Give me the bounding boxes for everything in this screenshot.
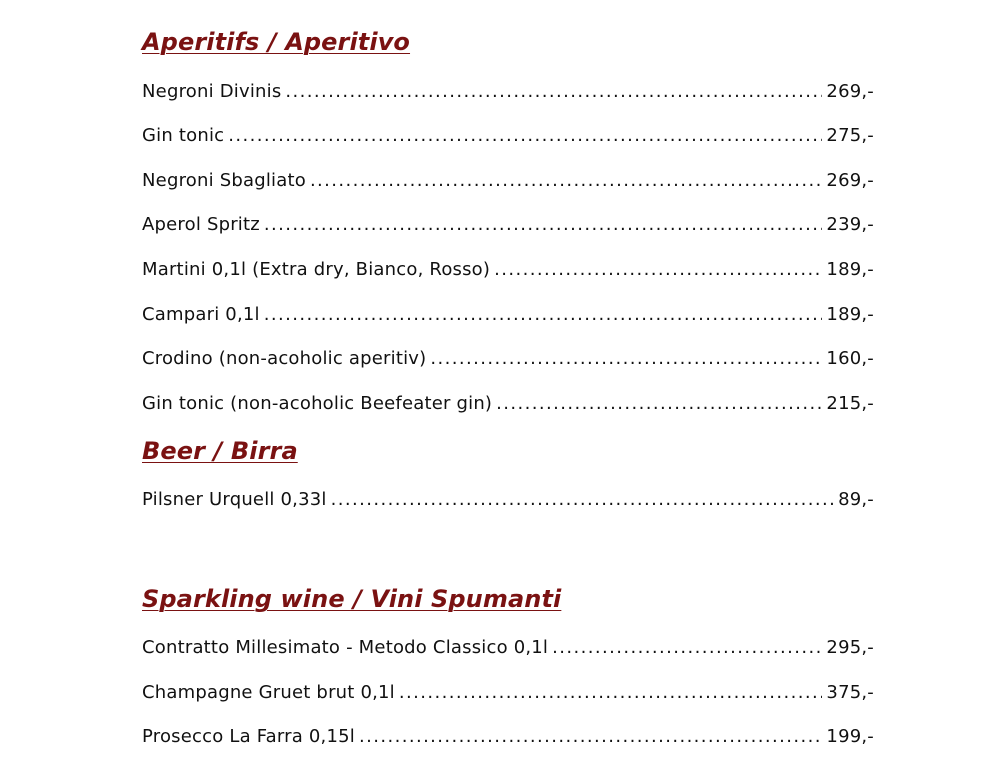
- item-price: 239,-: [826, 214, 874, 235]
- menu-item: [142, 725, 874, 749]
- item-name: Campari 0,1l: [142, 304, 260, 325]
- item-name: Negroni Sbagliato: [142, 170, 306, 191]
- menu-item: [142, 488, 874, 512]
- item-price: 160,-: [826, 348, 874, 369]
- item-price: 215,-: [826, 393, 874, 414]
- item-name: Crodino (non-acoholic aperitiv): [142, 348, 427, 369]
- dot-leader: [264, 213, 823, 237]
- menu-item: [142, 636, 874, 660]
- dot-leader: [264, 303, 823, 327]
- dot-leader: [331, 488, 834, 512]
- dot-leader: [310, 169, 822, 193]
- dot-leader: [430, 347, 822, 371]
- item-price: 295,-: [826, 637, 874, 658]
- menu-item: [142, 124, 874, 148]
- dot-leader: [359, 725, 822, 749]
- item-name: Martini 0,1l (Extra dry, Bianco, Rosso): [142, 259, 491, 280]
- item-name: Negroni Divinis: [142, 81, 282, 102]
- menu-item: [142, 303, 874, 327]
- item-name: Gin tonic (non-acoholic Beefeater gin): [142, 393, 493, 414]
- item-price: 189,-: [826, 259, 874, 280]
- item-name: Pilsner Urquell 0,33l: [142, 489, 327, 510]
- dot-leader: [494, 258, 822, 282]
- item-price: 199,-: [826, 726, 874, 747]
- dot-leader: [552, 636, 822, 660]
- menu-item: [142, 347, 874, 371]
- menu-item: [142, 169, 874, 193]
- item-price: 275,-: [826, 125, 874, 146]
- item-name: Gin tonic: [142, 125, 225, 146]
- section-title-aperitifs: Aperitifs / Aperitivo: [142, 28, 411, 56]
- dot-leader: [228, 124, 822, 148]
- menu-item: [142, 213, 874, 237]
- menu-item: [142, 392, 874, 416]
- section-title-beer: Beer / Birra: [142, 437, 298, 465]
- dot-leader: [496, 392, 822, 416]
- item-price: 269,-: [826, 81, 874, 102]
- menu-item: [142, 681, 874, 705]
- item-price: 375,-: [826, 682, 874, 703]
- item-name: Aperol Spritz: [142, 214, 260, 235]
- dot-leader: [399, 681, 823, 705]
- menu-item: [142, 80, 874, 104]
- item-name: Champagne Gruet brut 0,1l: [142, 682, 395, 703]
- item-price: 89,-: [838, 489, 874, 510]
- item-price: 269,-: [826, 170, 874, 191]
- dot-leader: [285, 80, 822, 104]
- item-name: Prosecco La Farra 0,15l: [142, 726, 355, 747]
- item-name: Contratto Millesimato - Metodo Classico 0,1l: [142, 637, 549, 658]
- menu-item: [142, 258, 874, 282]
- item-price: 189,-: [826, 304, 874, 325]
- section-title-sparkling-wine: Sparkling wine / Vini Spumanti: [142, 585, 562, 613]
